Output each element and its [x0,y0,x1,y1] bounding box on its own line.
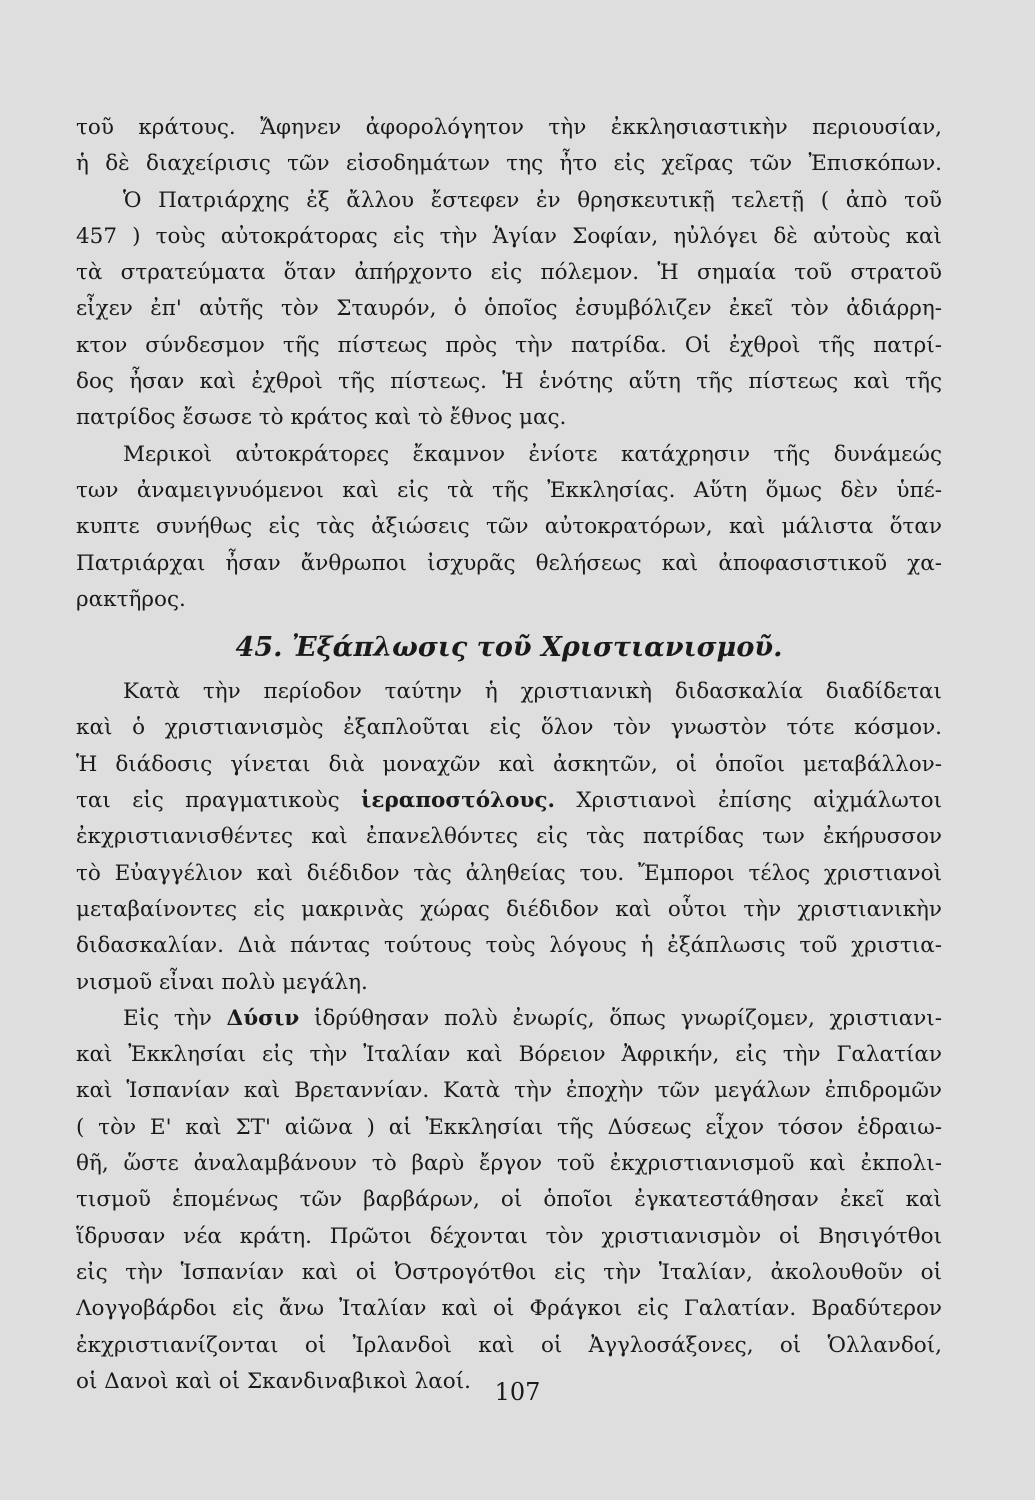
text-run: Εἰς τὴν [123,1005,227,1031]
text-line: νισμοῦ εἶναι πολὺ μεγάλη. [76,969,368,995]
text-line: ἐκχριστιανισθέντες καὶ ἐπανελθόντες εἰς τὰς πατρίδας των ἐκήρυσσον [76,824,942,850]
text-line: τοῦ κράτους. Ἄφηνεν ἀφορολόγητον τὴν ἐκκλησιαστικὴν περιουσίαν, [76,115,942,140]
text-line: Λογγοβάρδοι εἰς ἄνω Ἰταλίαν καὶ οἱ Φράγκοι εἰς Γαλατίαν. Βραδύτερον [76,1296,942,1322]
text-line: 457 ) τοὺς αὐτοκράτορας εἰς τὴν Ἁγίαν Σοφίαν, ηὐλόγει δὲ αὐτοὺς καὶ [76,223,942,249]
text-line: Κατὰ τὴν περίοδον ταύτην ἡ χριστιανικὴ διδασκαλία διαδίδεται [123,679,942,705]
text-line: πατρίδος ἔσωσε τὸ κράτος καὶ τὸ ἔθνος μας. [76,405,567,431]
text-line: ( τὸν Ε' καὶ ΣΤ' αἰῶνα ) αἱ Ἐκκλησίαι τῆς Δύσεως εἶχον τόσον ἑδραιω- [76,1114,942,1140]
text-line: Πατριάρχαι ἦσαν ἄνθρωποι ἰσχυρᾶς θελήσεως καὶ ἀποφασιστικοῦ χα- [76,550,942,576]
paragraph-1 [76,110,942,183]
text-line: καὶ Ἐκκλησίαι εἰς τὴν Ἰταλίαν καὶ Βόρειον Ἀφρικήν, εἰς τὴν Γαλατίαν [76,1042,942,1068]
text-run: ἱδρύθησαν πολὺ ἐνωρίς, ὅπως γνωρίζομεν, χριστιανι- [299,1005,942,1031]
text-line: κτον σύνδεσμον τῆς πίστεως πρὸς τὴν πατρίδα. Οἱ ἐχθροὶ τῆς πατρί- [76,332,942,358]
text-line: οἱ Δανοὶ καὶ οἱ Σκανδιναβικοὶ λαοί. [76,1368,472,1394]
page-number: 107 [494,1378,541,1406]
bold-term: Δύσιν [226,1005,300,1031]
text-line: εἰς τὴν Ἱσπανίαν καὶ οἱ Ὀστρογότθοι εἰς τὴν Ἰταλίαν, ἀκολουθοῦν οἱ [76,1259,942,1285]
text-line: καὶ ὁ χριστιανισμὸς ἐξαπλοῦται εἰς ὅλον τὸν γνωστὸν τότε κόσμον. [76,715,942,741]
text-line: ἵδρυσαν νέα κράτη. Πρῶτοι δέχονται τὸν χριστιανισμὸν οἱ Βησιγότθοι [76,1223,942,1249]
text-line: θῆ, ὥστε ἀναλαμβάνουν τὸ βαρὺ ἔργον τοῦ ἐκχριστιανισμοῦ καὶ ἐκπολι- [76,1151,942,1177]
section-heading: 45. Ἐξάπλωσις τοῦ Χριστιανισμοῦ. [235,632,783,664]
text-line: εἶχεν ἐπ' αὐτῆς τὸν Σταυρόν, ὁ ὁποῖος ἐσυμβόλιζεν ἐκεῖ τὸν ἀδιάρρη- [76,296,942,322]
text-line: των ἀναμειγνυόμενοι καὶ εἰς τὰ τῆς Ἐκκλησίας. Αὕτη ὅμως δὲν ὑπέ- [76,477,942,503]
text-line: ἐκχριστιανίζονται οἱ Ἰρλανδοὶ καὶ οἱ Ἀγγλοσάξονες, οἱ Ὁλλανδοί, [76,1332,942,1358]
text-line: τισμοῦ ἑπομένως τῶν βαρβάρων, οἱ ὁποῖοι ἐγκατεστάθησαν ἐκεῖ καὶ [76,1187,942,1213]
text-line: διδασκαλίαν. Διὰ πάντας τούτους τοὺς λόγους ἡ ἐξάπλωσις τοῦ χριστια- [76,933,942,959]
text-line: τὰ στρατεύματα ὅταν ἀπήρχοντο εἰς πόλεμον. Ἡ σημαία τοῦ στρατοῦ [76,260,942,286]
text-line: μεταβαίνοντες εἰς μακρινὰς χώρας διέδιδον καὶ οὗτοι τὴν χριστιανικὴν [76,896,942,922]
text-line: Ἡ διάδοσις γίνεται διὰ μοναχῶν καὶ ἀσκητῶν, οἱ ὁποῖοι μεταβάλλον- [76,751,942,777]
bold-term: ἱεραποστόλους. [361,788,555,814]
text-line [76,783,942,819]
paragraph-2 [76,183,942,437]
text-run: Χριστιανοὶ ἐπίσης αἰχμάλωτοι [554,788,942,814]
text-line: ἡ δὲ διαχείρισις τῶν εἰσοδημάτων της ἦτο εἰς χεῖρας τῶν Ἐπισκόπων. [76,151,942,177]
text-line: Μερικοὶ αὐτοκράτορες ἔκαμνον ἐνίοτε κατάχρησιν τῆς δυνάμεώς [123,441,942,467]
text-line: καὶ Ἱσπανίαν καὶ Βρεταννίαν. Κατὰ τὴν ἐποχὴν τῶν μεγάλων ἐπιδρομῶν [76,1078,942,1104]
text-line: κυπτε συνήθως εἰς τὰς ἀξιώσεις τῶν αὐτοκρατόρων, καὶ μάλιστα ὅταν [76,514,942,540]
text-line: Ὁ Πατριάρχης ἐξ ἄλλου ἔστεφεν ἐν θρησκευτικῇ τελετῇ ( ἀπὸ τοῦ [123,187,942,213]
text-line: τὸ Εὐαγγέλιον καὶ διέδιδον τὰς ἀληθείας του. Ἔμποροι τέλος χριστιανοὶ [76,860,942,886]
text-line [76,1001,942,1037]
page-text [76,110,942,1400]
paragraph-3 [76,437,942,618]
text-line: δος ἦσαν καὶ ἐχθροὶ τῆς πίστεως. Ἡ ἑνότης αὕτη τῆς πίστεως καὶ τῆς [76,369,942,395]
text-run: ται εἰς πραγματικοὺς [76,788,361,814]
text-line: ρακτῆρος. [76,586,186,612]
paragraph-4 [76,674,942,1001]
paragraph-5 [76,1001,942,1400]
